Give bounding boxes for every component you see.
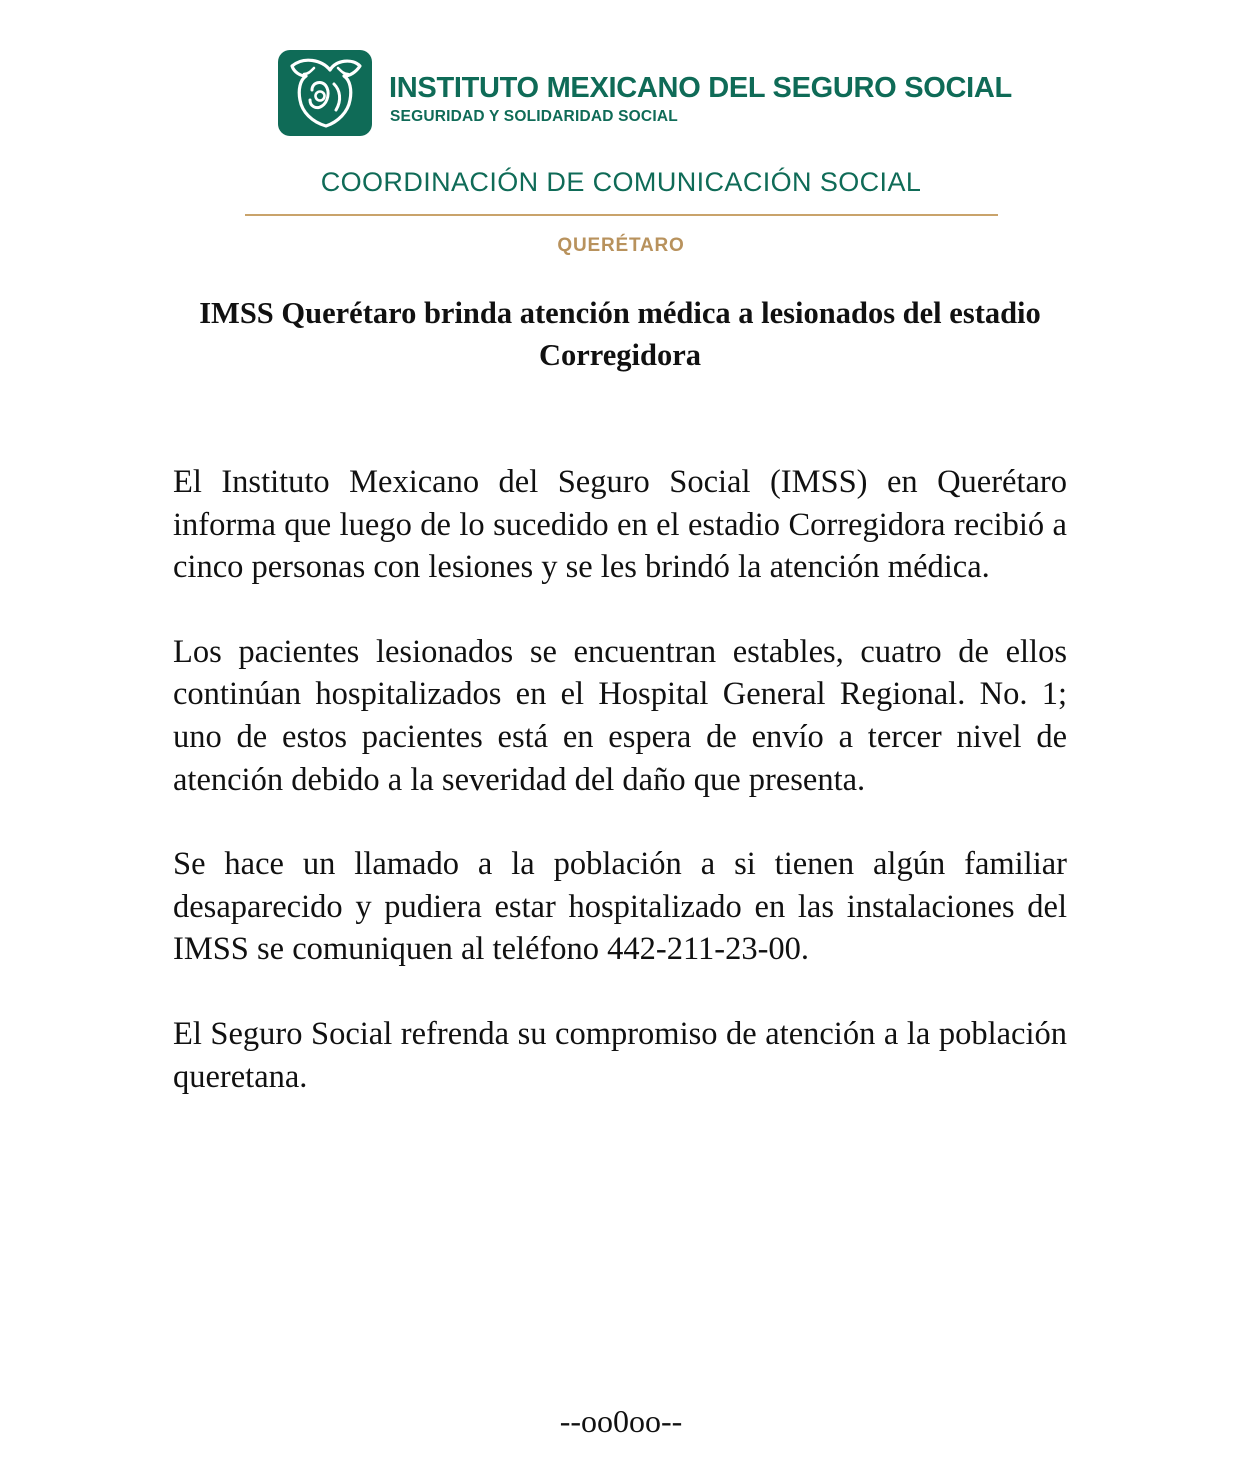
paragraph: El Seguro Social refrenda su compromiso de atención a la población queretana. bbox=[173, 1015, 1067, 1095]
divider bbox=[245, 214, 998, 216]
letterhead bbox=[0, 0, 1242, 300]
document-body bbox=[173, 461, 1067, 1140]
city-label: QUERÉTARO bbox=[557, 235, 685, 256]
coordination-title: COORDINACIÓN DE COMUNICACIÓN SOCIAL bbox=[320, 167, 922, 197]
imss-logo-icon bbox=[278, 50, 372, 136]
institution-name: INSTITUTO MEXICANO DEL SEGURO SOCIAL bbox=[389, 72, 1012, 104]
institution-motto: SEGURIDAD Y SOLIDARIDAD SOCIAL bbox=[390, 108, 678, 125]
document-title: IMSS Querétaro brinda atención médica a lesionados del estadio Corregidora bbox=[199, 296, 1041, 372]
paragraph: Los pacientes lesionados se encuentran estables, cuatro de ellos continúan hospitalizados en el Hospital General Regional. No. 1; uno de estos pacientes está en espera de envío a tercer nivel de atención debido a la severidad del daño que presenta. bbox=[173, 633, 1067, 798]
paragraph: Se hace un llamado a la población a si tienen algún familiar desaparecido y pudiera estar hospitalizado en las instalaciones del IMSS se comuniquen al teléfono 442-211-23-00. bbox=[173, 846, 1067, 968]
closing-mark: --oo0oo-- bbox=[559, 1403, 683, 1439]
paragraph: El Instituto Mexicano del Seguro Social (IMSS) en Querétaro informa que luego de lo sucedido en el estadio Corregidora recibió a cinco personas con lesiones y se les brindó la atención médica. bbox=[173, 464, 1067, 586]
